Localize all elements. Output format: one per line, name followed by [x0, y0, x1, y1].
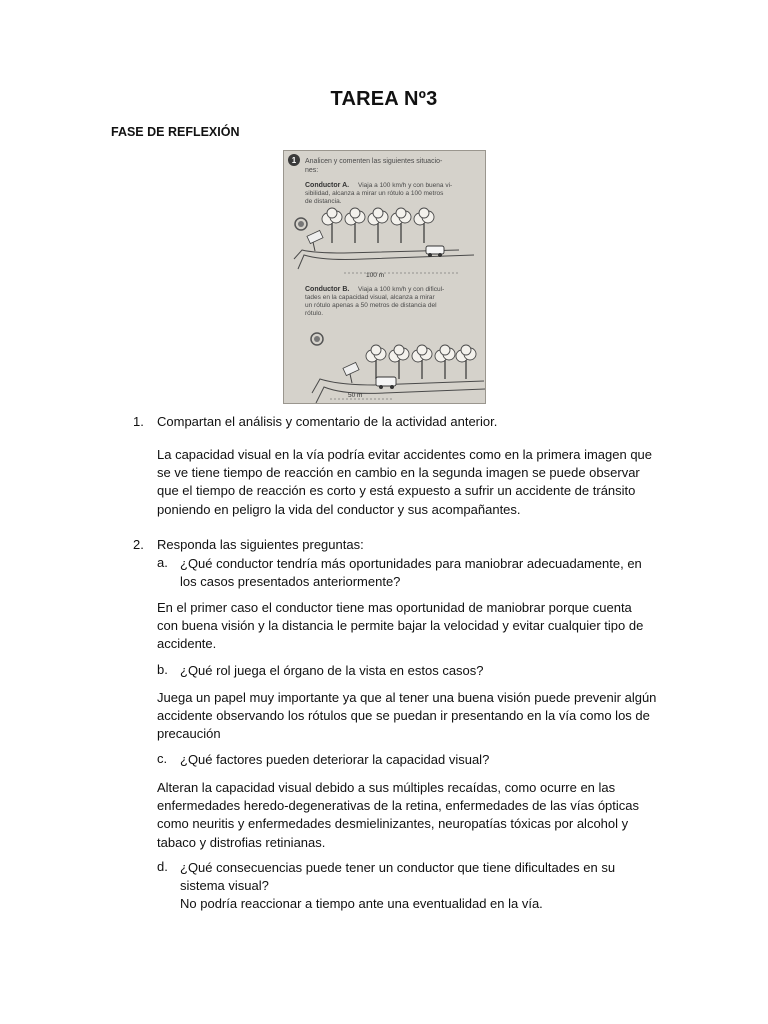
q2-number: 2.	[133, 537, 144, 552]
q2c-answer-line: Alteran la capacidad visual debido a sus múltiples recaídas, como ocurre en las	[157, 780, 616, 795]
q1-answer-line: se ve tiene tiempo de reacción en cambio en la segunda imagen se puede observar	[157, 465, 640, 481]
phase-heading: FASE DE REFLEXIÓN	[111, 125, 240, 139]
q1-answer-line: La capacidad visual en la vía podría evitar accidentes como en la primera imagen que	[157, 447, 653, 462]
driver-b-line-3: un rótulo apenas a 50 metros de distancia del	[305, 302, 437, 309]
q2b-answer-line: Juega un papel muy importante ya que al tener una buena visión puede prevenir algún	[157, 690, 657, 705]
prompt-line-1: Analicen y comenten las siguientes situacio-	[305, 158, 443, 165]
q2a-question-line: los casos presentados anteriormente?	[180, 574, 401, 590]
q1-number: 1.	[133, 414, 144, 429]
driver-b-line-2: tades en la capacidad visual, alcanza a mirar	[305, 294, 435, 301]
q2c-letter: c.	[157, 751, 168, 766]
q2a-answer-line: accidente.	[157, 636, 217, 652]
q2c-answer-line: como neuritis y enfermedades desmielinizantes, neuropatías tóxicas por alcohol y	[157, 816, 629, 832]
q2c-question: ¿Qué factores pueden deteriorar la capacidad visual?	[180, 752, 490, 767]
q1-answer-line: poniendo en peligro la vida del conductor y sus acompañantes.	[157, 501, 521, 517]
q2d-question	[180, 859, 660, 914]
driver-a-line-3: de distancia.	[305, 198, 342, 205]
driver-a-line-2: sibilidad, alcanza a mirar un rótulo a 100 metros	[305, 190, 444, 197]
q2c-answer-line: tabaco y distrofias retinianas.	[157, 834, 326, 850]
q1-heading: Compartan el análisis y comentario de la actividad anterior.	[157, 414, 498, 429]
q1-answer-line: que el tiempo de reacción es corto y está expuesto a sufrir un accidente de tránsito	[157, 483, 636, 499]
driver-b-label: Conductor B.	[305, 286, 350, 293]
activity-photo	[283, 150, 486, 404]
q2c-answer	[157, 779, 659, 852]
q2d-question-line: ¿Qué consecuencias puede tener un conductor que tiene dificultades en su	[180, 860, 616, 875]
q2d-answer: No podría reaccionar a tiempo ante una eventualidad en la vía.	[180, 896, 543, 912]
q2b-answer	[157, 689, 659, 744]
q2a-answer-line: con buena visión y la distancia le permite bajar la velocidad y evitar cualquier tipo de	[157, 618, 644, 634]
q2d-question-line: sistema visual?	[180, 878, 269, 894]
q2-heading: Responda las siguientes preguntas:	[157, 537, 364, 552]
q2a-question	[180, 555, 660, 591]
prompt-line-2: nes:	[305, 167, 319, 174]
q2b-question: ¿Qué rol juega el órgano de la vista en estos casos?	[180, 663, 484, 678]
q2b-answer-line: precaución	[157, 726, 221, 742]
document-title: TAREA Nº3	[330, 88, 438, 110]
q2b-letter: b.	[157, 662, 168, 677]
driver-a-label: Conductor A.	[305, 182, 350, 189]
driver-b-line-4: rótulo.	[305, 310, 324, 317]
q2a-letter: a.	[157, 555, 168, 570]
q1-answer	[157, 446, 659, 519]
distance-b-label: 50 m	[348, 392, 363, 399]
q2a-question-line: ¿Qué conductor tendría más oportunidades para maniobrar adecuadamente, en	[180, 556, 642, 571]
q2d-letter: d.	[157, 859, 168, 874]
activity-number: 1	[291, 156, 297, 165]
q2a-answer-line: En el primer caso el conductor tiene mas oportunidad de maniobrar porque cuenta	[157, 600, 632, 615]
driver-b-line-1: Viaja a 100 km/h y con dificul-	[358, 286, 445, 293]
q2a-answer	[157, 599, 659, 654]
q2c-answer-line: enfermedades heredo-degenerativas de la retina, enfermedades de las vías ópticas	[157, 798, 640, 814]
q2b-answer-line: accidente observando los rótulos que se puedan ir presentando en la vía como los de	[157, 708, 650, 724]
distance-a-label: 100 m	[366, 272, 385, 279]
driver-a-line-1: Viaja a 100 km/h y con buena vi-	[358, 182, 453, 189]
